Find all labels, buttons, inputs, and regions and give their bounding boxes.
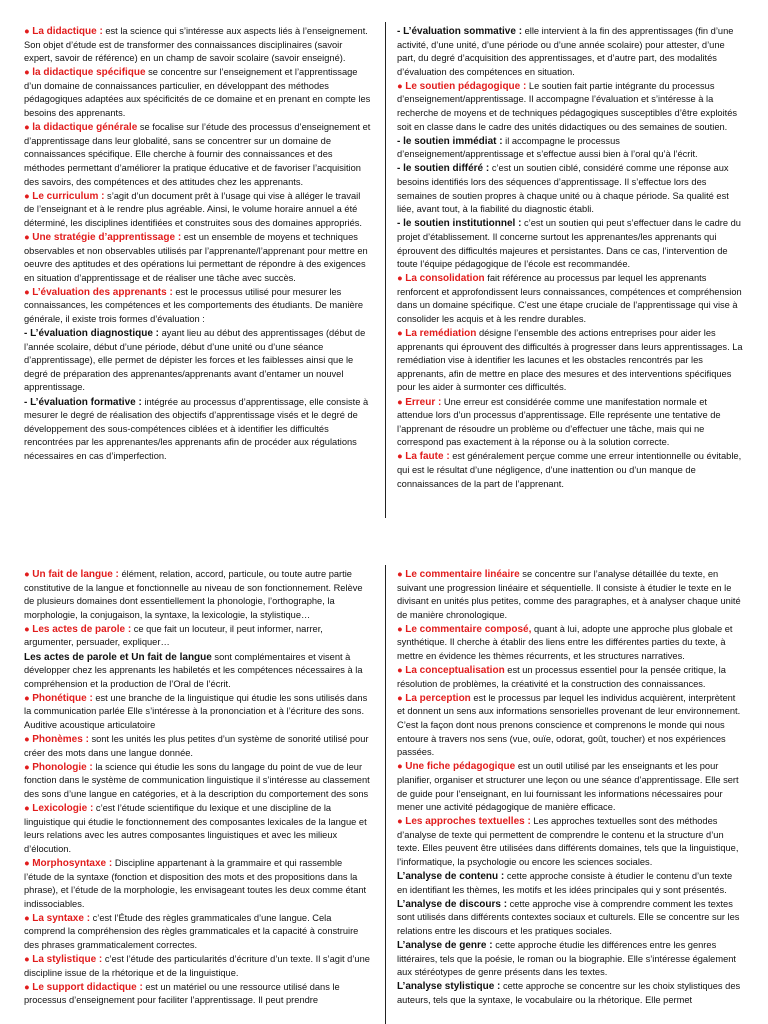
definition-paragraph	[397, 898, 743, 939]
definition-paragraph	[24, 692, 372, 733]
bullet-icon: ●	[397, 692, 403, 703]
definition-paragraph	[397, 80, 743, 134]
bullet-icon: ●	[24, 692, 30, 703]
definition-text: elle intervient à la fin des apprentissages (fin d’une activité, d’une unité, d’une période ou d’une année scolaire) pour attester, d’une part, du degré d’acquisition des apprentissages, et d’autre part, des modalités d’évaluation des compétences en situation.	[397, 26, 734, 77]
definition-paragraph	[24, 121, 372, 189]
definition-text: c’est l’Étude des règles grammaticales d’une langue. Cela comprend la compréhension des règles grammaticales et la capacité à construire des phrases grammaticalement correctes.	[24, 912, 359, 951]
term-label: Le support didactique :	[32, 981, 143, 993]
definition-paragraph	[397, 664, 743, 691]
term-label: Erreur :	[405, 396, 442, 408]
definition-paragraph	[24, 857, 372, 911]
term-label: Le curriculum :	[32, 190, 105, 202]
bullet-icon: ●	[24, 231, 30, 242]
definition-paragraph	[24, 25, 372, 66]
definition-text: Les approches textuelles sont des méthodes d’analyse de texte qui permettent de comprendre le contenu et la structure d’un texte. Elles peuvent être utilisées dans différents domaines, tels que la linguistique, l’informatique, la psychologie ou encore les sciences sociales.	[397, 816, 739, 867]
definition-text: élément, relation, accord, particule, ou toute autre partie constitutive de la langue et fonctionnelle au niveau de son fonctionnement. Relève de plusieurs domaines dont essentiellement la phonologie, l’orthographe, la morphologie, la conjugaison, la syntaxe, la lexicologie, la stylistique…	[24, 569, 363, 620]
definition-paragraph	[24, 327, 372, 395]
bullet-icon: ●	[24, 803, 30, 814]
term-label: la didactique spécifique	[32, 67, 146, 79]
definition-paragraph	[24, 623, 372, 650]
bullet-icon: ●	[397, 665, 403, 676]
bullet-icon: ●	[397, 816, 403, 827]
term-label: Une fiche pédagogique	[405, 761, 516, 773]
definition-text: se focalise sur l’étude des processus d’enseignement et d’apprentissage dans leur globalité, sans se concentrer sur un domaine de connaissances spécifique. Elle cherche à fournir des connaissances et des méthodes permettant d’améliorer la pratique éducative et de favoriser l’acquisition des savoirs, des compétences et des attitudes chez les apprenants.	[24, 122, 371, 187]
term-label: - L’évaluation diagnostique :	[24, 328, 160, 340]
definition-paragraph	[397, 272, 743, 326]
definition-paragraph	[24, 190, 372, 231]
bullet-icon: ●	[24, 954, 30, 965]
term-label: La syntaxe :	[32, 912, 91, 924]
definition-text: c’est l’étude des particularités d’écriture d’un texte. Il s’agit d’une discipline issue de la rhétorique et de la linguistique.	[24, 954, 370, 978]
term-label: La remédiation	[405, 328, 477, 340]
definition-paragraph	[397, 396, 743, 450]
bullet-icon: ●	[24, 122, 30, 133]
term-label: La didactique :	[32, 26, 103, 37]
definition-paragraph	[397, 450, 743, 491]
term-label: Phonologie :	[32, 761, 93, 773]
term-label: Le commentaire linéaire	[405, 569, 520, 580]
bullet-icon: ●	[24, 857, 30, 868]
column-divider-bottom	[385, 565, 386, 1024]
bullet-icon: ●	[24, 981, 30, 992]
definition-text: est un outil utilisé par les enseignants et les pour planifier, organiser et structurer une leçon ou une séance d’apprentissage. Elle sert de guide pour l’enseignant, en lui fournissant les informations nécessaires pour mener une activité pédagogique de manière efficace.	[397, 761, 739, 813]
definition-text: Le soutien fait partie intégrante du processus d’enseignement/apprentissage. Il accompagne l’évaluation et s’intéresse à la recherche de moyens et de techniques pédagogiques susceptibles d’être exploités soit en classe dans le cadre des unités didactiques ou des semaines de soutien.	[397, 80, 738, 132]
definition-paragraph	[397, 692, 743, 760]
definition-paragraph	[397, 980, 743, 1007]
definition-paragraph	[24, 981, 372, 1008]
term-label: La stylistique :	[32, 954, 103, 966]
definition-text: est la science qui s’intéresse aux aspects liés à l’enseignement. Son objet d’étude est de transformer des connaissances disciplinaires (savoir expert, savoir de référence) en un champ de savoir scolaire (savoir enseigné).	[24, 26, 368, 64]
definition-paragraph	[24, 66, 372, 120]
definition-paragraph	[397, 327, 743, 395]
definition-paragraph	[397, 568, 743, 622]
bullet-icon: ●	[397, 451, 403, 462]
column-divider-top	[385, 22, 386, 518]
bullet-icon: ●	[24, 623, 30, 634]
definition-text: se concentre sur l’analyse détaillée du texte, en suivant une progression linéaire et séquentielle. Il consiste à étudier le texte en le divisant en unités plus petites, comme des paragraphes, et à analyser chaque unité de manière chronologique.	[397, 569, 741, 620]
term-label: L’analyse stylistique :	[397, 981, 501, 993]
definition-text: Une erreur est considérée comme une manifestation normale et attendue lors d’un processus d’apprentissage. Elle représente une tentative de l’apprenant de résoudre un problème ou d’effectuer une tâche, mais qui ne correspond pas exactement à la réponse ou à la solution correcte.	[397, 396, 721, 448]
term-label: La perception	[405, 692, 471, 704]
definition-text: est le processus utilisé pour mesurer les connaissances, les compétences et les comportements des étudiants. De manière générale, il existe trois formes d’évaluation :	[24, 286, 363, 324]
bullet-icon: ●	[397, 623, 403, 634]
term-label: Les actes de parole :	[32, 623, 132, 635]
term-label: L’analyse de genre :	[397, 940, 493, 952]
definition-text: cette approche consiste à étudier le contenu d’un texte en identifiant les thèmes, les motifs et les idées principales qui y sont présentés.	[397, 871, 733, 895]
definition-text: cette approche étudie les différences entre les genres littéraires, tels que la poésie, le roman ou la biographie. Elle s’intéresse également aux stéréotypes de genre présents dans les textes.	[397, 940, 737, 978]
bullet-icon: ●	[397, 396, 403, 407]
term-label: La conceptualisation	[405, 665, 505, 677]
definition-text: quant à lui, adopte une approche plus globale et synthétique. Il cherche à établir des liens entre les différentes parties du texte, à mettre en évidence les thèmes récurrents, et les structures narratives.	[397, 623, 733, 662]
term-label: La consolidation	[405, 273, 485, 285]
definition-paragraph	[24, 953, 372, 980]
top-left-column	[24, 25, 372, 525]
bullet-icon: ●	[397, 569, 403, 579]
term-label: Phonétique :	[32, 692, 93, 704]
definition-text: il accompagne le processus d’enseignement/apprentissage et s’effectue aussi bien à l’oral qu’à l’écrit.	[397, 135, 698, 160]
definition-text: se concentre sur l’enseignement et l’apprentissage d’un domaine de connaissances particulier, en développant des méthodes pédagogiques adaptées aux spécificités de ce domaine et en prenant en compte les besoins des apprenants.	[24, 67, 371, 119]
term-label: - L’évaluation formative :	[24, 396, 142, 408]
bullet-icon: ●	[24, 190, 30, 201]
definition-text: est un processus essentiel pour la pensée critique, la résolution de problèmes, la créativité et la construction des connaissances.	[397, 665, 726, 689]
term-label: Un fait de langue :	[32, 569, 119, 580]
term-label: - le soutien immédiat :	[397, 135, 503, 147]
definition-text: c’est l’étude scientifique du lexique et une discipline de la linguistique qui étudie le fonctionnement des composantes lexicales de la langue et leurs relations avec les autres composantes linguistiques et avec les milieux d’élocution.	[24, 803, 367, 854]
definition-text: Discipline appartenant à la grammaire et qui rassemble l’étude de la syntaxe (fonction et disposition des mots et des propositions dans la phrase), et l’étude de la morphologie, les envisageant toutes les deux comme étant indissociables.	[24, 857, 367, 909]
bullet-icon: ●	[397, 761, 403, 772]
definition-text: cette approche se concentre sur les choix stylistiques des auteurs, tels que la syntaxe, le vocabulaire ou la rhétorique. Elle permet	[397, 981, 741, 1005]
term-label: Le commentaire composé,	[405, 623, 532, 635]
bullet-icon: ●	[24, 761, 30, 772]
term-label: Les actes de parole et Un fait de langue	[24, 651, 212, 663]
definition-text: est un ensemble de moyens et techniques observables et non observables utilisés par l’apprenante/l’apprenant pour mettre en oeuvre des aptitudes et des opérations lui permettant de répondre à des exigences en situation d’apprentissage et de réaliser une tâche avec succès.	[24, 231, 368, 283]
definition-paragraph	[397, 939, 743, 980]
definition-text: ce que fait un locuteur, il peut informer, narrer, argumenter, persuader, expliquer…	[24, 623, 323, 648]
term-label: la didactique générale	[32, 122, 138, 134]
bottom-right-column	[397, 568, 743, 1024]
bullet-icon: ●	[24, 734, 30, 745]
top-right-column	[397, 25, 743, 520]
term-label: - le soutien différé :	[397, 163, 490, 175]
definition-text: est généralement perçue comme une erreur intentionnelle ou évitable, qui est le résultat d’une négligence, d’une inattention ou d’un manque de connaissances de la part de l’apprenant.	[397, 451, 742, 489]
term-label: L’analyse de discours :	[397, 898, 508, 910]
definition-paragraph	[24, 286, 372, 327]
definition-paragraph	[24, 802, 372, 856]
bullet-icon: ●	[24, 26, 30, 36]
definition-text: intégrée au processus d’apprentissage, elle consiste à mesurer le degré de réalisation des objectifs d’apprentissage visés et le degré de développement des sous-compétences ciblées et à identifier les difficultés rencontrées par les apprenantes/les apprenants afin de procéder aux régulations nécessaires en cas d’imperfection.	[24, 396, 369, 461]
definition-text: la science qui étudie les sons du langage du point de vue de leur fonction dans le système de communication linguistique il s’intéresse au classement des sons d’une langue en catégories, et à la description du comportement des sons	[24, 761, 370, 799]
term-label: Une stratégie d’apprentissage :	[32, 231, 182, 243]
definition-text: sont les unités les plus petites d’un système de sonorité utilisé pour créer des mots dans une langue donnée.	[24, 734, 369, 758]
definition-paragraph	[24, 761, 372, 802]
definition-paragraph	[24, 912, 372, 953]
bullet-icon: ●	[24, 569, 30, 579]
term-label: L’analyse de contenu :	[397, 871, 505, 883]
term-label: Phonèmes :	[32, 734, 89, 746]
definition-text: c’est un soutien ciblé, considéré comme une réponse aux besoins identifiés lors des séquences d’apprentissage. Il s’effectue lors des semaines de soutien propres à chaque unité ou à chaque période. Sa qualité est liée, avant tout, à la fiabilité du diagnostic établi.	[397, 163, 729, 215]
definition-text: est un matériel ou une ressource utilisé dans le processus d’enseignement pour faciliter l’apprentissage. Il peut prendre	[24, 981, 340, 1006]
term-label: - L’évaluation sommative :	[397, 26, 523, 37]
definition-paragraph	[397, 815, 743, 869]
bullet-icon: ●	[397, 273, 403, 284]
definition-paragraph	[24, 396, 372, 464]
bullet-icon: ●	[24, 912, 30, 923]
definition-paragraph	[24, 733, 372, 760]
term-label: Le soutien pédagogique :	[405, 80, 527, 92]
term-label: - le soutien institutionnel :	[397, 218, 522, 230]
definition-paragraph	[397, 217, 743, 271]
definition-paragraph	[24, 651, 372, 692]
definition-text: désigne l’ensemble des actions entreprises pour aider les apprenants qui éprouvent des difficultés à progresser dans leurs apprentissages. La remédiation vise à identifier les lacunes et les obstacles rencontrés par les apprenants, afin de mettre en place des mesures et des interventions spécifiques pour les aider à surmonter ces difficultés.	[397, 328, 743, 393]
definition-paragraph	[24, 231, 372, 285]
term-label: La faute :	[405, 451, 450, 463]
definition-text: s’agit d’un document prêt à l’usage qui vise à alléger le travail de l’enseignant et à le rendre plus agréable. Ainsi, le volume horaire annuel a été déterminé, les disciplines identifiées et construites sous des domaines appropriés.	[24, 190, 362, 228]
bullet-icon: ●	[24, 67, 30, 78]
bottom-left-column	[24, 568, 372, 1024]
definition-paragraph	[397, 135, 743, 162]
definition-paragraph	[397, 25, 743, 79]
definition-text: sont complémentaires et visent à développer chez les apprenants les habiletés et les compétences nécessaires à la compréhension et la production de l’Oral de l’écrit.	[24, 651, 363, 689]
definition-text: est une branche de la linguistique qui étudie les sons utilisés dans la communication parlée Elle s’intéresse à la prononciation et à l’écriture des sons. Auditive acoustique articulatoire	[24, 692, 368, 731]
definition-text: est le processus par lequel les individus acquièrent, interprètent et donnent un sens aux informations sensorielles provenant de leur environnement. C’est la façon dont nous prenons conscience et comprenons le monde qui nous entoure à travers nos sens (vue, ouïe, odorat, goût, toucher) et nos expériences passées.	[397, 692, 741, 758]
definition-text: ayant lieu au début des apprentissages (début de l’année scolaire, début d’une période, début d’une unité ou d’une séance d’apprentissage), elle permet de dépister les forces et les faiblesses ainsi que le degré de préparation des apprenantes/apprenants avant d’entamer un nouvel apprentissage.	[24, 328, 366, 393]
definition-text: fait référence au processus par lequel les apprenants renforcent et approfondissent leurs connaissances, compétences et compréhension dans un domaine spécifique. C’est une étape cruciale de l’apprentissage qui vise à consolider les acquis et à les rendre durables.	[397, 273, 742, 324]
definition-paragraph	[397, 870, 743, 897]
bullet-icon: ●	[397, 80, 403, 91]
term-label: Lexicologie :	[32, 803, 94, 815]
definition-paragraph	[397, 760, 743, 814]
definition-text: c’est un soutien qui peut s’effectuer dans le cadre du projet d’établissement. Il concerne surtout les apprenantes/les apprenants qui éprouvent des difficultés majeures et persistantes. Dans ce cas, l’intervention de toute l’équipe pédagogique de l’école est recommandée.	[397, 218, 741, 270]
definition-paragraph	[397, 623, 743, 664]
definition-text: cette approche vise à comprendre comment les textes sont utilisés dans différents contextes sociaux et culturels. Elle se concentre sur les relations entre les discours et les pratiques sociales.	[397, 898, 740, 936]
definition-paragraph	[397, 162, 743, 216]
term-label: Morphosyntaxe :	[32, 857, 113, 869]
term-label: Les approches textuelles :	[405, 816, 531, 828]
term-label: L’évaluation des apprenants :	[32, 286, 173, 298]
bullet-icon: ●	[397, 328, 403, 339]
definition-paragraph	[24, 568, 372, 622]
bullet-icon: ●	[24, 286, 30, 297]
